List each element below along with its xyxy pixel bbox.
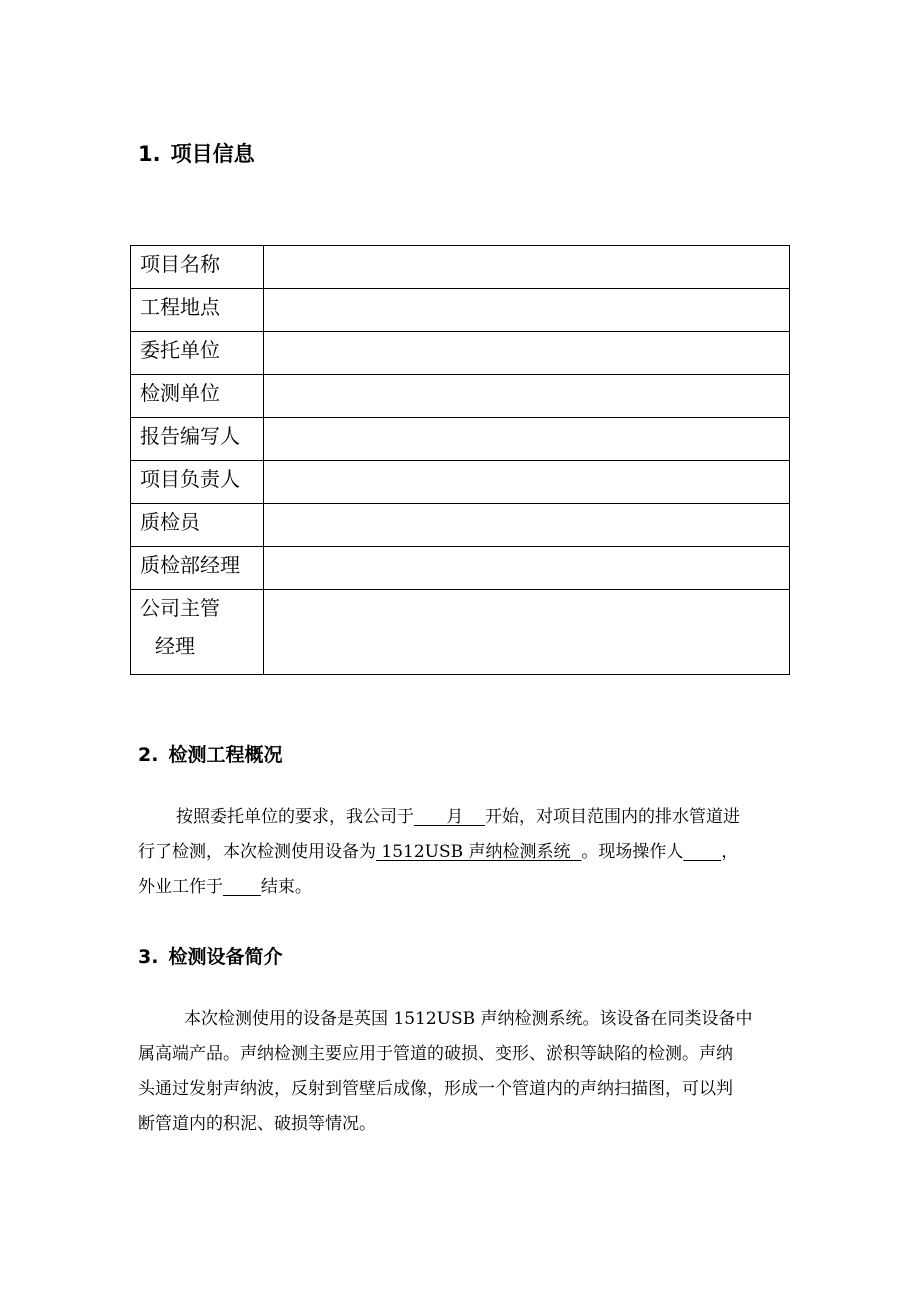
row-label-client-unit: 委托单位	[131, 332, 264, 375]
overview-text: ，	[721, 842, 739, 862]
section-1-number: 1.	[138, 142, 161, 166]
table-row	[131, 246, 790, 289]
equipment-line: 属高端产品。声纳检测主要应用于管道的破损、变形、淤积等缺陷的检测。声纳	[138, 1044, 733, 1064]
overview-text: 。现场操作人	[581, 842, 684, 862]
row-label-project-lead: 项目负责人	[131, 461, 264, 504]
row-value-report-author[interactable]	[264, 418, 790, 461]
equipment-line: 本次检测使用的设备是英国 1512USB 声纳检测系统。该设备在同类设备中	[184, 1009, 753, 1029]
section-1-heading	[138, 138, 255, 168]
row-label-inspection-unit: 检测单位	[131, 375, 264, 418]
overview-text: 行了检测，本次检测使用设备为	[138, 842, 376, 862]
section-3-title: 检测设备简介	[168, 946, 283, 968]
overview-text: 结束。	[260, 877, 312, 897]
row-label-project-location: 工程地点	[131, 289, 264, 332]
overview-line-3	[138, 870, 788, 905]
section-2-heading	[138, 740, 282, 767]
section-2-title: 检测工程概况	[168, 744, 283, 766]
overview-paragraph	[138, 800, 788, 905]
row-label-company-manager	[131, 590, 264, 675]
row-value-qc-manager[interactable]	[264, 547, 790, 590]
table-row	[131, 332, 790, 375]
row-label-project-name: 项目名称	[131, 246, 264, 289]
equipment-intro-paragraph	[138, 1002, 788, 1142]
equipment-name: 1512USB 声纳检测系统	[376, 842, 582, 862]
row-label-report-author: 报告编写人	[131, 418, 264, 461]
table-row	[131, 461, 790, 504]
table-row	[131, 418, 790, 461]
row-value-project-name[interactable]	[264, 246, 790, 289]
table-row	[131, 375, 790, 418]
table-row	[131, 504, 790, 547]
project-info-table	[130, 245, 790, 675]
row-value-project-location[interactable]	[264, 289, 790, 332]
row-label-company-manager-line1: 公司主管	[140, 596, 220, 620]
table-row	[131, 547, 790, 590]
section-3-number: 3.	[138, 946, 159, 968]
start-month-blank[interactable]: 月	[414, 807, 486, 827]
row-label-company-manager-line2: 经理	[155, 634, 195, 658]
overview-line-2	[138, 835, 788, 870]
section-3-heading	[138, 942, 282, 969]
end-date-blank[interactable]	[223, 877, 261, 897]
equipment-line: 断管道内的积泥、破损等情况。	[138, 1114, 376, 1134]
row-value-qc-inspector[interactable]	[264, 504, 790, 547]
table-row	[131, 590, 790, 675]
row-value-client-unit[interactable]	[264, 332, 790, 375]
section-1-title: 项目信息	[170, 142, 255, 166]
overview-text: 外业工作于	[138, 877, 223, 897]
row-value-inspection-unit[interactable]	[264, 375, 790, 418]
equipment-line: 头通过发射声纳波，反射到管壁后成像，形成一个管道内的声纳扫描图，可以判	[138, 1079, 733, 1099]
row-value-project-lead[interactable]	[264, 461, 790, 504]
row-value-company-manager[interactable]	[264, 590, 790, 675]
operator-blank[interactable]	[683, 842, 721, 862]
overview-text: 按照委托单位的要求，我公司于	[176, 807, 414, 827]
row-label-qc-manager: 质检部经理	[131, 547, 264, 590]
overview-line-1	[138, 800, 788, 835]
table-row	[131, 289, 790, 332]
section-2-number: 2.	[138, 744, 159, 766]
overview-text: 开始，对项目范围内的排水管道进	[485, 807, 741, 827]
row-label-qc-inspector: 质检员	[131, 504, 264, 547]
